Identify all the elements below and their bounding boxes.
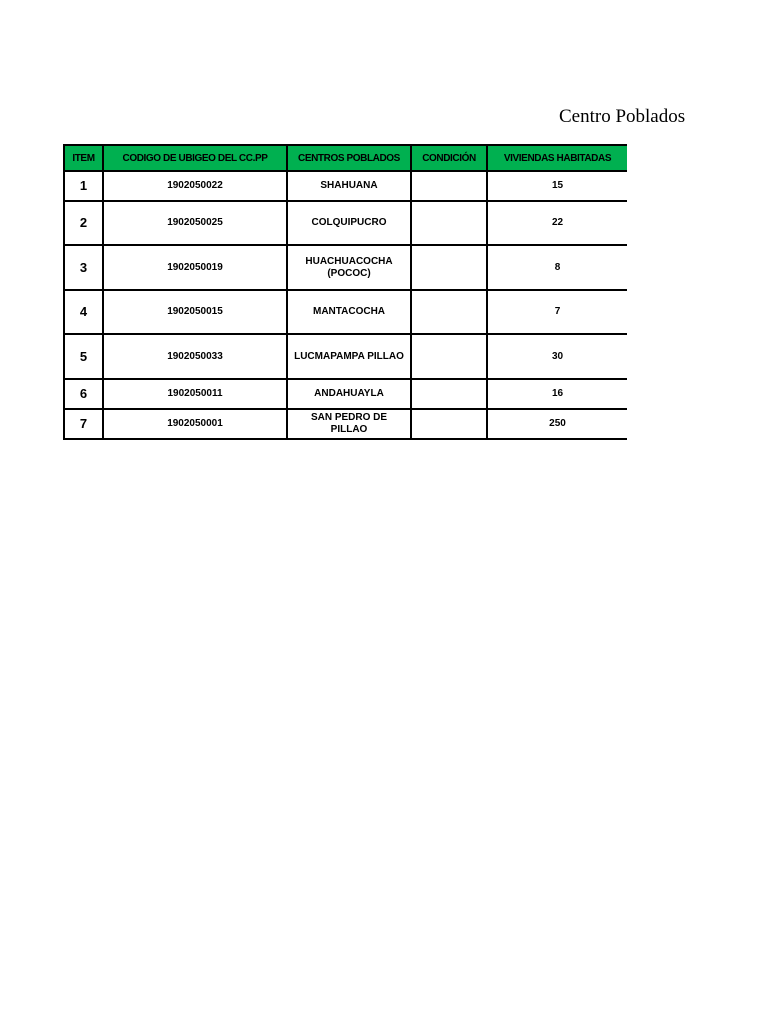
- cell-condition: [411, 245, 487, 290]
- header-condition: CONDICIÓN: [411, 145, 487, 171]
- table-row: [64, 171, 627, 201]
- cell-homes: 7: [487, 290, 627, 334]
- cell-homes: 8: [487, 245, 627, 290]
- cell-code: 1902050019: [103, 245, 287, 290]
- cell-item: 1: [64, 171, 103, 201]
- cell-name: COLQUIPUCRO: [287, 201, 411, 245]
- cell-name: LUCMAPAMPA PILLAO: [287, 334, 411, 379]
- cell-item: 2: [64, 201, 103, 245]
- table-row: [64, 290, 627, 334]
- cell-code: 1902050025: [103, 201, 287, 245]
- cell-name: SHAHUANA: [287, 171, 411, 201]
- cell-name: SAN PEDRO DE PILLAO: [287, 409, 411, 439]
- cell-item: 6: [64, 379, 103, 409]
- cell-condition: [411, 171, 487, 201]
- table-row: [64, 379, 627, 409]
- header-code: CODIGO DE UBIGEO DEL CC.PP: [103, 145, 287, 171]
- cell-item: 4: [64, 290, 103, 334]
- page-title: Centro Poblados: [559, 106, 686, 127]
- cell-code: 1902050015: [103, 290, 287, 334]
- table-row: [64, 245, 627, 290]
- cell-homes: 15: [487, 171, 627, 201]
- table-row: [64, 409, 627, 439]
- cell-condition: [411, 290, 487, 334]
- cell-homes: 250: [487, 409, 627, 439]
- cell-name: MANTACOCHA: [287, 290, 411, 334]
- cell-condition: [411, 334, 487, 379]
- cell-item: 5: [64, 334, 103, 379]
- table-row: [64, 334, 627, 379]
- header-homes: VIVIENDAS HABITADAS: [487, 145, 627, 171]
- cell-item: 3: [64, 245, 103, 290]
- cell-name: ANDAHUAYLA: [287, 379, 411, 409]
- table-row: [64, 201, 627, 245]
- cell-condition: [411, 409, 487, 439]
- cell-condition: [411, 379, 487, 409]
- cell-code: 1902050011: [103, 379, 287, 409]
- cell-homes: 22: [487, 201, 627, 245]
- cell-name: HUACHUACOCHA (POCOC): [287, 245, 411, 290]
- cell-code: 1902050022: [103, 171, 287, 201]
- cell-code: 1902050033: [103, 334, 287, 379]
- header-name: CENTROS POBLADOS: [287, 145, 411, 171]
- centros-poblados-table-container: [63, 144, 627, 440]
- centros-poblados-table: [63, 144, 627, 440]
- cell-homes: 16: [487, 379, 627, 409]
- cell-homes: 30: [487, 334, 627, 379]
- header-item: ITEM: [64, 145, 103, 171]
- cell-code: 1902050001: [103, 409, 287, 439]
- table-header-row: [64, 145, 627, 171]
- cell-item: 7: [64, 409, 103, 439]
- cell-condition: [411, 201, 487, 245]
